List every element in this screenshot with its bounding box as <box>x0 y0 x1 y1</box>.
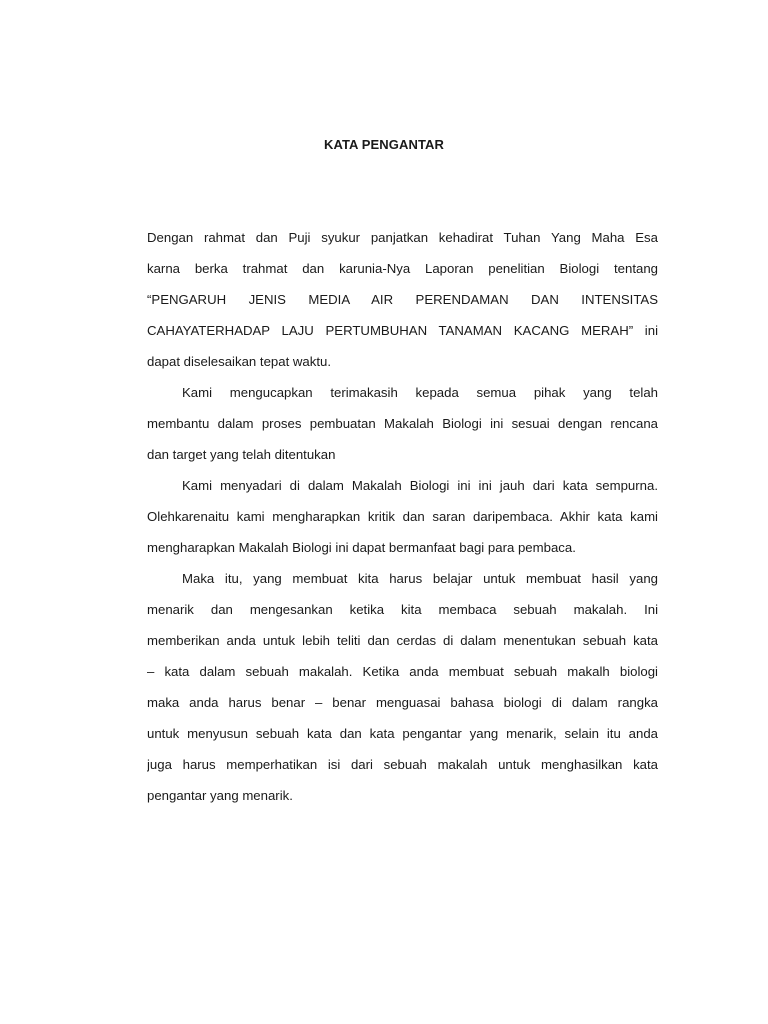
text-line: CAHAYATERHADAP LAJU PERTUMBUHAN TANAMAN KACANG MERAH” ini <box>147 323 658 338</box>
text-line: membantu dalam proses pembuatan Makalah Biologi ini sesuai dengan rencana <box>147 416 658 431</box>
text-line: dan target yang telah ditentukan <box>147 447 336 462</box>
text-line: Kami menyadari di dalam Makalah Biologi ini ini jauh dari kata sempurna. <box>182 478 658 493</box>
page-title: KATA PENGANTAR <box>323 137 445 152</box>
text-line: karna berka trahmat dan karunia-Nya Laporan penelitian Biologi tentang <box>147 261 658 276</box>
text-line: – kata dalam sebuah makalah. Ketika anda membuat sebuah makalh biologi <box>147 664 658 679</box>
text-line: menarik dan mengesankan ketika kita membaca sebuah makalah. Ini <box>147 602 658 617</box>
text-line: “PENGARUH JENIS MEDIA AIR PERENDAMAN DAN INTENSITAS <box>147 292 658 307</box>
text-line: juga harus memperhatikan isi dari sebuah makalah untuk menghasilkan kata <box>147 757 658 772</box>
text-line: dapat diselesaikan tepat waktu. <box>147 354 332 369</box>
text-line: Olehkarenaitu kami mengharapkan kritik dan saran daripembaca. Akhir kata kami <box>147 509 658 524</box>
text-line: maka anda harus benar – benar menguasai bahasa biologi di dalam rangka <box>147 695 658 710</box>
text-line: Kami mengucapkan terimakasih kepada semua pihak yang telah <box>182 385 658 400</box>
text-line: Dengan rahmat dan Puji syukur panjatkan kehadirat Tuhan Yang Maha Esa <box>147 230 658 245</box>
body-text <box>147 222 658 811</box>
text-line: mengharapkan Makalah Biologi ini dapat bermanfaat bagi para pembaca. <box>147 540 576 555</box>
text-line: pengantar yang menarik. <box>147 788 293 803</box>
text-line: untuk menyusun sebuah kata dan kata pengantar yang menarik, selain itu anda <box>147 726 658 741</box>
text-line: Maka itu, yang membuat kita harus belajar untuk membuat hasil yang <box>182 571 658 586</box>
text-line: memberikan anda untuk lebih teliti dan cerdas di dalam menentukan sebuah kata <box>147 633 658 648</box>
